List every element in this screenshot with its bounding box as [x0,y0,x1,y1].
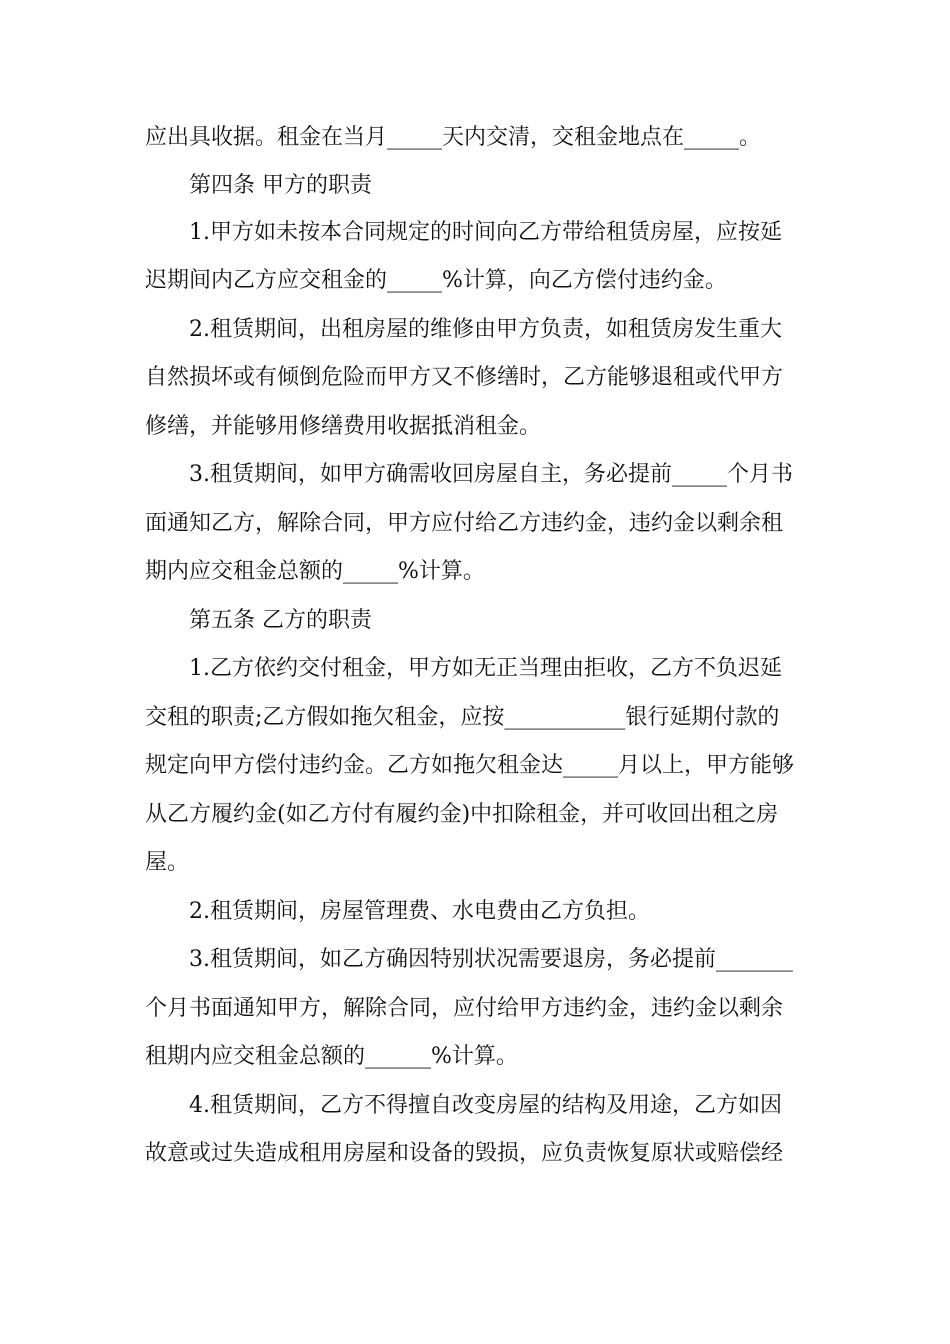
line-text: 3.租赁期间，如甲方确需收回房屋自主，务必提前_____个月书 [189,462,793,487]
line-text: 自然损坏或有倾倒危险而甲方又不修缮时，乙方能够退租或代甲方 [145,365,784,390]
text-line [0,1039,950,1075]
line-text: 故意或过失造成租用房屋和设备的毁损，应负责恢复原状或赔偿经 [145,1141,784,1166]
text-line [0,215,950,251]
line-text: 期内应交租金总额的_____%计算。 [145,559,485,584]
line-text: 2.租赁期间，房屋管理费、水电费由乙方负担。 [189,899,650,924]
line-text: 租期内应交租金总额的______%计算。 [145,1044,518,1069]
text-line [0,554,950,590]
line-text: 1.甲方如未按本合同规定的时间向乙方带给租赁房屋，应按延 [189,220,782,245]
text-line [0,312,950,348]
text-line [0,942,950,978]
line-text: 从乙方履约金(如乙方付有履约金)中扣除租金，并可收回出租之房 [145,802,779,827]
line-text: 交租的职责;乙方假如拖欠租金，应按___________银行延期付款的 [145,705,780,730]
line-text: 应出具收据。租金在当月_____天内交清，交租金地点在_____。 [145,125,762,150]
section-heading [0,168,950,204]
line-text: 1.乙方依约交付租金，甲方如无正当理由拒收，乙方不负迟延 [189,656,782,681]
line-text: 个月书面通知甲方，解除合同，应付给甲方违约金，违约金以剩余 [145,996,784,1021]
text-line [0,506,950,542]
line-text: 规定向甲方偿付违约金。乙方如拖欠租金达_____月以上，甲方能够 [145,753,795,778]
text-line [0,651,950,687]
line-text: 面通知乙方，解除合同，甲方应付给乙方违约金，违约金以剩余租 [145,511,784,536]
text-line [0,894,950,930]
line-text: 屋。 [145,850,190,875]
text-line [0,120,950,156]
text-line [0,797,950,833]
text-line [0,1136,950,1172]
line-text: 修缮，并能够用修缮费用收据抵消租金。 [145,414,542,439]
text-line [0,409,950,445]
line-text: 4.租赁期间，乙方不得擅自改变房屋的结构及用途，乙方如因 [189,1093,782,1118]
text-line [0,457,950,493]
text-line [0,991,950,1027]
text-line [0,1088,950,1124]
text-line [0,263,950,299]
text-line [0,845,950,881]
text-line [0,748,950,784]
line-text: 2.租赁期间，出租房屋的维修由甲方负责，如租赁房发生重大 [189,317,782,342]
heading-text: 第四条 甲方的职责 [189,173,372,198]
line-text: 迟期间内乙方应交租金的_____%计算，向乙方偿付违约金。 [145,268,727,293]
text-line [0,700,950,736]
text-line [0,360,950,396]
heading-text: 第五条 乙方的职责 [189,608,372,633]
section-heading [0,603,950,639]
line-text: 3.租赁期间，如乙方确因特别状况需要退房，务必提前_______ [189,947,793,972]
